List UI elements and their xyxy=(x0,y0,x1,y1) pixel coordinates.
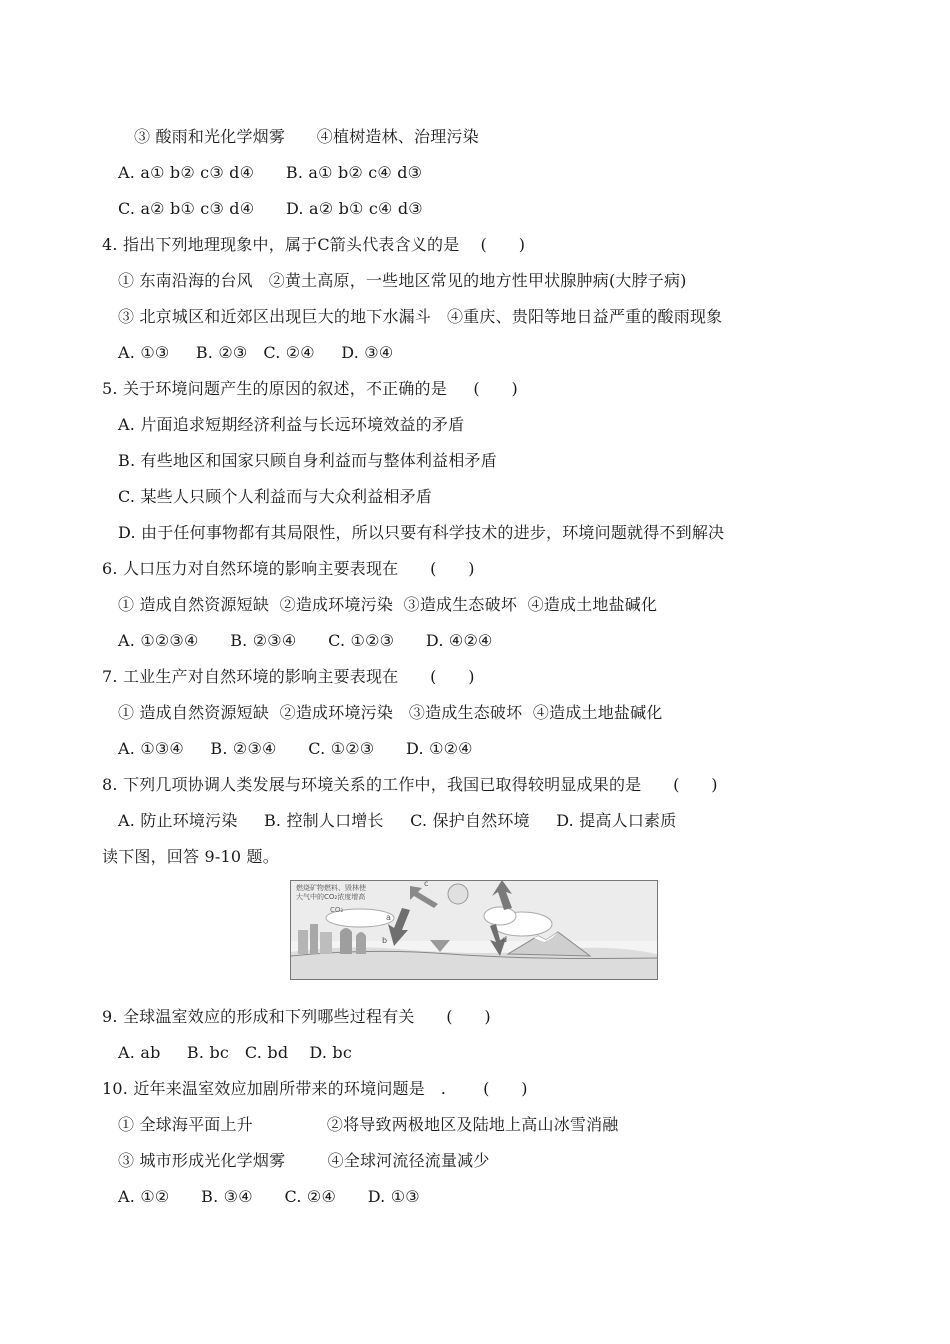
question-6: 6. 人口压力对自然环境的影响主要表现在 ( ) xyxy=(102,559,475,578)
question-9: 9. 全球温室效应的形成和下列哪些过程有关 ( ) xyxy=(102,1007,491,1026)
question-5: 5. 关于环境问题产生的原因的叙述，不正确的是 ( ) xyxy=(102,379,518,398)
sun-icon xyxy=(448,884,468,904)
q9-answers: A. ab B. bc C. bd D. bc xyxy=(118,1043,353,1062)
q10-items-1: ① 全球海平面上升 ②将导致两极地区及陆地上高山冰雪消融 xyxy=(118,1115,619,1134)
q7-items: ① 造成自然资源短缺 ②造成环境污染 ③造成生态破坏 ④造成土地盐碱化 xyxy=(118,703,663,722)
q3-answer-cd: C. a② b① c③ d④ D. a② b① c④ d③ xyxy=(118,199,423,218)
question-7: 7. 工业生产对自然环境的影响主要表现在 ( ) xyxy=(102,667,475,686)
read-figure-instruction: 读下图，回答 9-10 题。 xyxy=(102,847,279,866)
q10-items-2: ③ 城市形成光化学烟雾 ④全球河流径流量减少 xyxy=(118,1151,490,1170)
label-c: c xyxy=(424,880,429,888)
co2-label: CO₂ xyxy=(330,906,344,914)
q5-option-b: B. 有些地区和国家只顾自身利益而与整体利益相矛盾 xyxy=(118,451,497,470)
q5-option-c: C. 某些人只顾个人利益而与大众利益相矛盾 xyxy=(118,487,433,506)
question-4: 4. 指出下列地理现象中，属于C箭头代表含义的是 ( ) xyxy=(102,235,526,254)
q4-items-1: ① 东南沿海的台风 ②黄土高原，一些地区常见的地方性甲状腺肿病(大脖子病) xyxy=(118,271,687,290)
q6-answers: A. ①②③④ B. ②③④ C. ①②③ D. ④②④ xyxy=(118,631,493,650)
q4-items-2: ③ 北京城区和近郊区出现巨大的地下水漏斗 ④重庆、贵阳等地日益严重的酸雨现象 xyxy=(118,307,723,326)
label-b: b xyxy=(382,936,388,945)
q3-option-line: ③ 酸雨和光化学烟雾 ④植树造林、治理污染 xyxy=(134,127,479,146)
figure-caption-2: 大气中的CO₂浓度增高 xyxy=(296,893,366,901)
question-8: 8. 下列几项协调人类发展与环境关系的工作中，我国已取得较明显成果的是 ( ) xyxy=(102,775,718,794)
q10-answers: A. ①② B. ③④ C. ②④ D. ①③ xyxy=(118,1187,420,1206)
question-10: 10. 近年来温室效应加剧所带来的环境问题是 . ( ) xyxy=(102,1079,528,1098)
q5-option-a: A. 片面追求短期经济利益与长远环境效益的矛盾 xyxy=(118,415,465,434)
q8-answers: A. 防止环境污染 B. 控制人口增长 C. 保护自然环境 D. 提高人口素质 xyxy=(118,811,677,830)
q4-answers: A. ①③ B. ②③ C. ②④ D. ③④ xyxy=(118,343,394,362)
label-d: d xyxy=(502,935,508,944)
q5-option-d: D. 由于任何事物都有其局限性，所以只要有科学技术的进步，环境问题就得不到解决 xyxy=(118,523,725,542)
greenhouse-effect-figure xyxy=(290,880,658,980)
q3-answer-ab: A. a① b② c③ d④ B. a① b② c④ d③ xyxy=(118,163,423,182)
q7-answers: A. ①③④ B. ②③④ C. ①②③ D. ①②④ xyxy=(118,739,473,758)
figure-caption-1: 燃烧矿物燃料、毁林使 xyxy=(296,884,366,892)
factory-icon xyxy=(298,930,308,954)
label-a: a xyxy=(386,913,391,922)
q6-items: ① 造成自然资源短缺 ②造成环境污染 ③造成生态破坏 ④造成土地盐碱化 xyxy=(118,595,658,614)
